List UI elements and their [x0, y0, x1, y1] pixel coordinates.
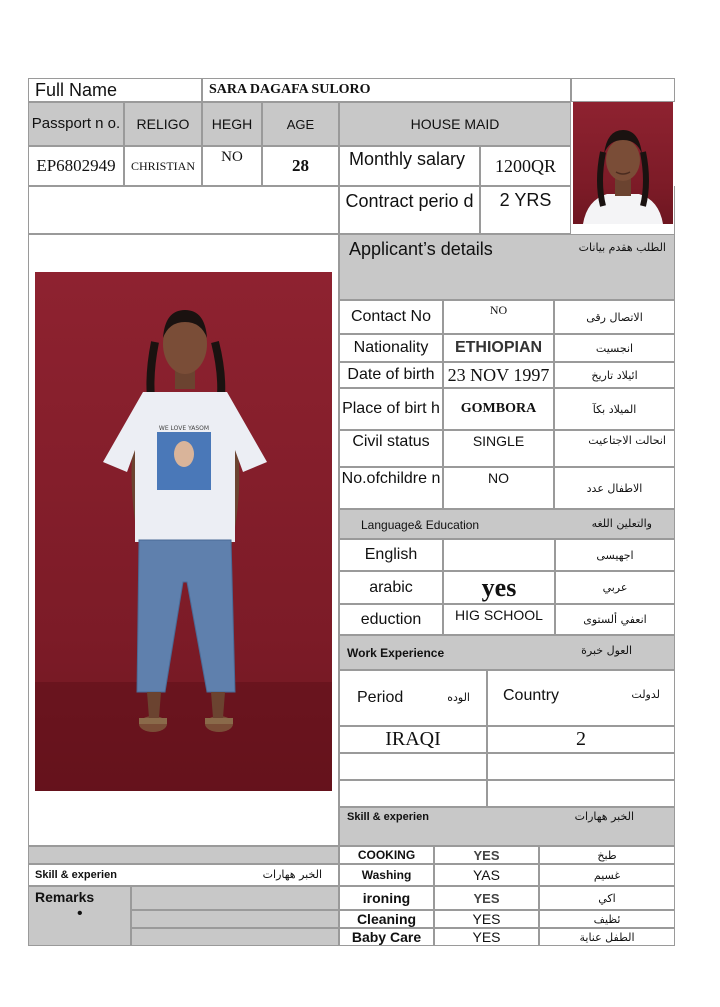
skill-cleaning-value: YES: [434, 910, 539, 928]
skill-cleaning-label: Cleaning: [339, 910, 434, 928]
children-value: NO: [443, 467, 554, 509]
children-label-ar: الاطفال عدد: [554, 467, 675, 509]
arabic-label-ar: عربي: [555, 571, 675, 604]
english-label: English: [339, 539, 443, 571]
full-name-value: SARA DAGAFA SULORO: [202, 78, 571, 102]
nationality-value: ETHIOPIAN: [443, 334, 554, 362]
education-label: eduction: [339, 604, 443, 635]
left-gray-strip: [28, 846, 339, 864]
language-title: Language& Education: [361, 518, 480, 532]
skill-ironing-ar: اكي: [539, 886, 675, 910]
work-country-value: IRAQI: [339, 726, 487, 753]
work-title-ar: العول خبرة: [581, 644, 632, 657]
passport-label: Passport n o.: [28, 102, 124, 146]
details-title-ar: الطلب هقدم بيانات: [578, 241, 666, 254]
age-label: AGE: [262, 102, 339, 146]
english-label-ar: اجهيسى: [555, 539, 675, 571]
contact-label-ar: الاتصال رقى: [554, 300, 675, 334]
header-empty-cell: [571, 78, 675, 102]
birthplace-value: GOMBORA: [443, 388, 554, 430]
dob-label-ar: ائيلاد تاريخ: [554, 362, 675, 388]
full-name-label: Full Name: [28, 78, 202, 102]
passport-value: EP6802949: [28, 146, 124, 186]
education-label-ar: انعفي ألستوى: [555, 604, 675, 635]
period-label-ar: الوده: [447, 691, 470, 704]
contract-label: Contract perio d: [339, 186, 480, 234]
nationality-label-ar: انجسيت: [554, 334, 675, 362]
skill-babycare-label: Baby Care: [339, 928, 434, 946]
work-empty-cell: [339, 753, 487, 780]
details-header: [339, 234, 675, 300]
skill-ironing-label: ironing: [339, 886, 434, 910]
skill-babycare-value: YES: [434, 928, 539, 946]
contract-value: 2 YRS: [480, 186, 571, 234]
work-period-value: 2: [487, 726, 675, 753]
shirt-print-text: WE LOVE YASOM: [158, 425, 210, 432]
education-value: HIG SCHOOL: [443, 604, 555, 635]
remarks-label: Remarks: [35, 889, 95, 905]
details-title: Applicant’s details: [349, 239, 493, 259]
country-header-cell: [487, 670, 675, 726]
remarks-cell: [28, 886, 131, 946]
arabic-label: arabic: [339, 571, 443, 604]
country-label-ar: لدولت: [631, 688, 660, 701]
skill-washing-value: YAS: [434, 864, 539, 886]
skill-babycare-ar: الطفل عناية: [539, 928, 675, 946]
height-label: HEGH: [202, 102, 262, 146]
children-label: No.ofchildre n: [339, 467, 443, 509]
language-title-ar: والتعلين اللغه: [591, 517, 652, 530]
skill-washing-label: Washing: [339, 864, 434, 886]
arabic-value: yes: [443, 571, 555, 604]
skills-title: Skill & experien: [347, 811, 429, 823]
period-header-cell: [339, 670, 487, 726]
skill-cleaning-ar: ئظيف: [539, 910, 675, 928]
left-skill-title-ar: الخبر ههارات: [262, 868, 322, 881]
skill-cooking-value: YES: [434, 846, 539, 864]
nationality-label: Nationality: [339, 334, 443, 362]
language-header: [339, 509, 675, 539]
work-empty-cell: [339, 780, 487, 807]
birthplace-label: Place of birt h: [339, 388, 443, 430]
skill-washing-ar: غسيم: [539, 864, 675, 886]
period-label: Period: [357, 689, 404, 706]
civil-status-value: SINGLE: [443, 430, 554, 467]
applicant-photo-full: [35, 272, 332, 791]
religion-value: CHRISTIAN: [124, 146, 202, 186]
position-title: HOUSE MAID: [339, 102, 571, 146]
remarks-line: [131, 928, 339, 946]
birthplace-label-ar: الميلاد بكآ: [554, 388, 675, 430]
remarks-line: [131, 910, 339, 928]
contact-value: NO: [443, 300, 554, 334]
work-title: Work Experience: [347, 646, 445, 660]
contact-label: Contact No: [339, 300, 443, 334]
civil-status-label-ar: انحالت الاجتاعيت: [554, 430, 675, 467]
left-skill-title: Skill & experien: [35, 869, 117, 881]
skills-title-ar: الخبر ههارات: [574, 810, 634, 823]
photo-cell-border: [571, 186, 675, 234]
skill-cooking-label: COOKING: [339, 846, 434, 864]
remarks-line: [131, 886, 339, 910]
work-empty-cell: [487, 780, 675, 807]
work-header: [339, 635, 675, 670]
civil-status-label: Civil status: [339, 430, 443, 467]
empty-cell: [28, 186, 339, 234]
left-skill-header: [28, 864, 339, 886]
age-value: 28: [262, 146, 339, 186]
dob-value: 23 NOV 1997: [443, 362, 554, 388]
work-empty-cell: [487, 753, 675, 780]
country-label: Country: [503, 687, 560, 704]
skill-ironing-value: YES: [434, 886, 539, 910]
dob-label: Date of birth: [339, 362, 443, 388]
skills-header: [339, 807, 675, 846]
remarks-bullet: •: [77, 905, 83, 922]
height-value: NO: [202, 146, 262, 186]
salary-label: Monthly salary: [339, 146, 480, 186]
religion-label: RELIGO: [124, 102, 202, 146]
skill-cooking-ar: طبخ: [539, 846, 675, 864]
english-value: [443, 539, 555, 571]
salary-value: 1200QR: [480, 146, 571, 186]
